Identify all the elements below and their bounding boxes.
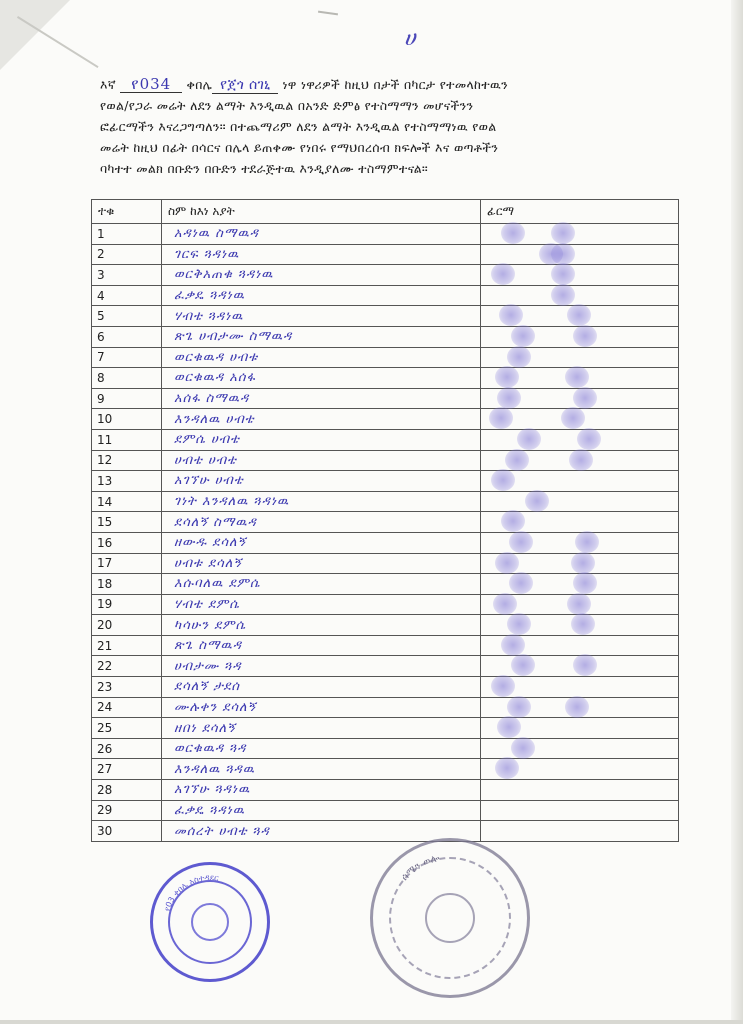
member-name: ሃብቴ ጓዳነዉ	[162, 306, 481, 327]
fingerprint-mark	[517, 428, 541, 450]
fingerprint-mark	[561, 407, 585, 429]
row-number: 15	[92, 512, 162, 533]
fingerprint-mark	[573, 572, 597, 594]
fingerprint-mark	[525, 490, 549, 512]
fingerprint-mark	[565, 696, 589, 718]
village-name-field: የጀጎ ሰገኒ	[212, 77, 278, 94]
table-row	[92, 244, 679, 265]
signature-cell	[481, 368, 679, 389]
signature-table	[91, 199, 678, 842]
row-number: 7	[92, 347, 162, 368]
signature-cell	[481, 594, 679, 615]
row-number: 5	[92, 306, 162, 327]
paragraph-line-5: ባካተተ መልክ በቡድን በቡድን ተደራጅተዉ እንዲያለሙ ተስማምተናል።	[100, 161, 429, 176]
svg-text:ሰሜን ወሎ: ሰሜን ወሎ	[399, 852, 441, 884]
row-number: 17	[92, 553, 162, 574]
member-name: አዳነዉ ስማዉዳ	[162, 224, 481, 245]
signature-cell	[481, 450, 679, 471]
fingerprint-mark	[511, 325, 535, 347]
member-name: ገነት እንዳለዉ ጓዳነዉ	[162, 491, 481, 512]
fingerprint-mark	[577, 428, 601, 450]
table-row	[92, 800, 679, 821]
signature-cell	[481, 780, 679, 801]
table-row	[92, 306, 679, 327]
fingerprint-mark	[491, 675, 515, 697]
fingerprint-mark	[573, 654, 597, 676]
table-row	[92, 759, 679, 780]
page-bottom-edge	[0, 1020, 743, 1024]
member-name: ዘበነ ደሳለኝ	[162, 718, 481, 739]
signature-cell	[481, 738, 679, 759]
table-row	[92, 491, 679, 512]
table-header-row	[92, 200, 679, 224]
signature-cell	[481, 429, 679, 450]
signature-cell	[481, 677, 679, 698]
member-name: እንዳለዉ ሀብቴ	[162, 409, 481, 430]
row-number: 29	[92, 800, 162, 821]
fingerprint-mark	[565, 366, 589, 388]
row-number: 6	[92, 326, 162, 347]
table-row	[92, 388, 679, 409]
kebele-number-field: የ034	[120, 76, 182, 93]
row-number: 8	[92, 368, 162, 389]
member-name: ጽጌ ሀብታሙ ስማዉዳ	[162, 326, 481, 347]
table-row	[92, 326, 679, 347]
row-number: 4	[92, 285, 162, 306]
member-name: ደሳለኝ ስማዉዳ	[162, 512, 481, 533]
svg-text:የ03 ቀበሌ አስተዳደር: የ03 ቀበሌ አስተዳደር	[162, 872, 220, 913]
member-name: ሀብቴ ሀብቴ	[162, 450, 481, 471]
row-number: 23	[92, 677, 162, 698]
fingerprint-mark	[551, 263, 575, 285]
table-row	[92, 677, 679, 698]
member-name: እንዳለዉ ጓዳዉ	[162, 759, 481, 780]
row-number: 16	[92, 532, 162, 553]
table-row	[92, 512, 679, 533]
table-row	[92, 265, 679, 286]
row-number: 18	[92, 574, 162, 595]
row-number: 14	[92, 491, 162, 512]
signature-cell	[481, 574, 679, 595]
member-name: ወርቁዉዳ ሀብቱ	[162, 347, 481, 368]
fingerprint-mark	[501, 634, 525, 656]
member-name: አገኘሁ ሀብቴ	[162, 471, 481, 492]
paragraph-line-3: ፎፊርማችን እናረጋግጣለን። በተጨማሪም ለደን ልማት እንዲዉል የተስማማነዉ የወል	[100, 119, 497, 134]
row-number: 30	[92, 821, 162, 842]
kebele-label: ቀበሌ	[186, 77, 213, 92]
row-number: 11	[92, 429, 162, 450]
signature-cell	[481, 656, 679, 677]
table-row	[92, 697, 679, 718]
row-number: 25	[92, 718, 162, 739]
member-name: መሰረት ሀብቴ ጓዳ	[162, 821, 481, 842]
row-number: 21	[92, 635, 162, 656]
fingerprint-mark	[509, 531, 533, 553]
fingerprint-mark	[551, 243, 575, 265]
signature-cell	[481, 718, 679, 739]
fingerprint-mark	[511, 654, 535, 676]
table-row	[92, 471, 679, 492]
signature-cell	[481, 635, 679, 656]
signature-cell	[481, 265, 679, 286]
signature-cell	[481, 285, 679, 306]
fingerprint-mark	[551, 284, 575, 306]
paragraph-line-4: መሬት ከዚህ በፊት በሳርና በሌላ ይጠቀሙ የነበሩ የማህበረሰብ ክፍሎች እና ወጣቶችን	[100, 140, 499, 155]
table-row	[92, 224, 679, 245]
fingerprint-mark	[489, 407, 513, 429]
fingerprint-mark	[569, 449, 593, 471]
fingerprint-mark	[571, 613, 595, 635]
stamp-right-lettering	[370, 838, 530, 998]
member-name: ደምሴ ሀብቴ	[162, 429, 481, 450]
signature-cell	[481, 409, 679, 430]
agreement-paragraph	[100, 74, 660, 179]
member-name: አገኘሁ ጓዳነዉ	[162, 780, 481, 801]
row-number: 2	[92, 244, 162, 265]
fingerprint-mark	[491, 263, 515, 285]
fingerprint-mark	[571, 552, 595, 574]
folded-corner	[0, 0, 70, 70]
stamp-left-lettering	[150, 862, 270, 982]
header-number: ተቁ	[92, 200, 162, 224]
signature-cell	[481, 697, 679, 718]
signature-cell	[481, 800, 679, 821]
fingerprint-mark	[573, 325, 597, 347]
table-row	[92, 635, 679, 656]
fingerprint-mark	[575, 531, 599, 553]
fingerprint-mark	[573, 387, 597, 409]
table-row	[92, 656, 679, 677]
signature-cell	[481, 759, 679, 780]
signature-cell	[481, 553, 679, 574]
table-row	[92, 615, 679, 636]
member-name: ወርቁዉዳ ጓዳ	[162, 738, 481, 759]
signature-cell	[481, 615, 679, 636]
signature-cell	[481, 388, 679, 409]
signature-cell	[481, 306, 679, 327]
signature-cell	[481, 224, 679, 245]
signature-cell	[481, 326, 679, 347]
row-number: 19	[92, 594, 162, 615]
fingerprint-mark	[507, 696, 531, 718]
member-name: ሙሉቀን ደሳለኝ	[162, 697, 481, 718]
member-name: ወርቅአጠቁ ጓዳነዉ	[162, 265, 481, 286]
lead-word: እኛ	[100, 77, 116, 92]
line-1-text: ነዋ ነዋሪዎች ከዚህ በታች በካርታ የተመላከተዉን	[282, 77, 508, 92]
fingerprint-mark	[497, 387, 521, 409]
paragraph-line-1	[100, 74, 660, 95]
member-name: ጽጌ ስማዉዳ	[162, 635, 481, 656]
table-row	[92, 553, 679, 574]
handwritten-mark: ሀ	[404, 26, 416, 51]
table-body	[92, 224, 679, 842]
member-name: ፈቃዴ ጓዳነዉ	[162, 800, 481, 821]
header-signature: ፊርማ	[481, 200, 679, 224]
row-number: 27	[92, 759, 162, 780]
signature-cell	[481, 532, 679, 553]
member-name: እሱባለዉ ደምሴ	[162, 574, 481, 595]
table-row	[92, 450, 679, 471]
fingerprint-mark	[507, 346, 531, 368]
fingerprint-mark	[509, 572, 533, 594]
fingerprint-mark	[567, 593, 591, 615]
fingerprint-mark	[495, 366, 519, 388]
row-number: 9	[92, 388, 162, 409]
member-name: ገርፍ ጓዳነዉ	[162, 244, 481, 265]
fingerprint-mark	[491, 469, 515, 491]
table-row	[92, 594, 679, 615]
member-name: ወርቁዉዳ አሰፋ	[162, 368, 481, 389]
fingerprint-mark	[551, 222, 575, 244]
row-number: 12	[92, 450, 162, 471]
table-row	[92, 574, 679, 595]
header-name: ስም ከእነ አያት	[162, 200, 481, 224]
fingerprint-mark	[501, 510, 525, 532]
member-name: ፈቃዴ ጓዳነዉ	[162, 285, 481, 306]
member-name: ካሳሁን ደምሴ	[162, 615, 481, 636]
row-number: 24	[92, 697, 162, 718]
member-name: አሰፋ ስማዉዳ	[162, 388, 481, 409]
fingerprint-mark	[497, 716, 521, 738]
table-row	[92, 780, 679, 801]
signature-cell	[481, 347, 679, 368]
fingerprint-mark	[511, 737, 535, 759]
table-row	[92, 347, 679, 368]
row-number: 10	[92, 409, 162, 430]
fingerprint-mark	[567, 304, 591, 326]
signature-cell	[481, 471, 679, 492]
member-name: ሃብቴ ደምሴ	[162, 594, 481, 615]
table-row	[92, 738, 679, 759]
row-number: 26	[92, 738, 162, 759]
fingerprint-mark	[493, 593, 517, 615]
pen-tick-mark	[318, 11, 338, 16]
fingerprint-mark	[501, 222, 525, 244]
signature-cell	[481, 512, 679, 533]
fingerprint-mark	[495, 552, 519, 574]
fingerprint-mark	[499, 304, 523, 326]
member-name: ሀብቱ ደሳለኝ	[162, 553, 481, 574]
row-number: 13	[92, 471, 162, 492]
table-row	[92, 285, 679, 306]
signature-cell	[481, 491, 679, 512]
table-row	[92, 718, 679, 739]
row-number: 3	[92, 265, 162, 286]
page-edge-shadow	[731, 0, 743, 1024]
row-number: 22	[92, 656, 162, 677]
fingerprint-mark	[507, 613, 531, 635]
table-row	[92, 429, 679, 450]
row-number: 1	[92, 224, 162, 245]
member-name: ደሳለኝ ታደሰ	[162, 677, 481, 698]
member-name: ሀብታሙ ጓዳ	[162, 656, 481, 677]
table-row	[92, 532, 679, 553]
signature-cell	[481, 244, 679, 265]
fingerprint-mark	[505, 449, 529, 471]
fingerprint-mark	[495, 757, 519, 779]
table-row	[92, 368, 679, 389]
member-name: ዘውዱ ደሳለኝ	[162, 532, 481, 553]
paragraph-line-2: የወል/የጋራ መሬት ለደን ልማት እንዲዉል በአንድ ድምፅ የተስማማን መሆናችንን	[100, 98, 474, 113]
table-row	[92, 409, 679, 430]
row-number: 28	[92, 780, 162, 801]
row-number: 20	[92, 615, 162, 636]
